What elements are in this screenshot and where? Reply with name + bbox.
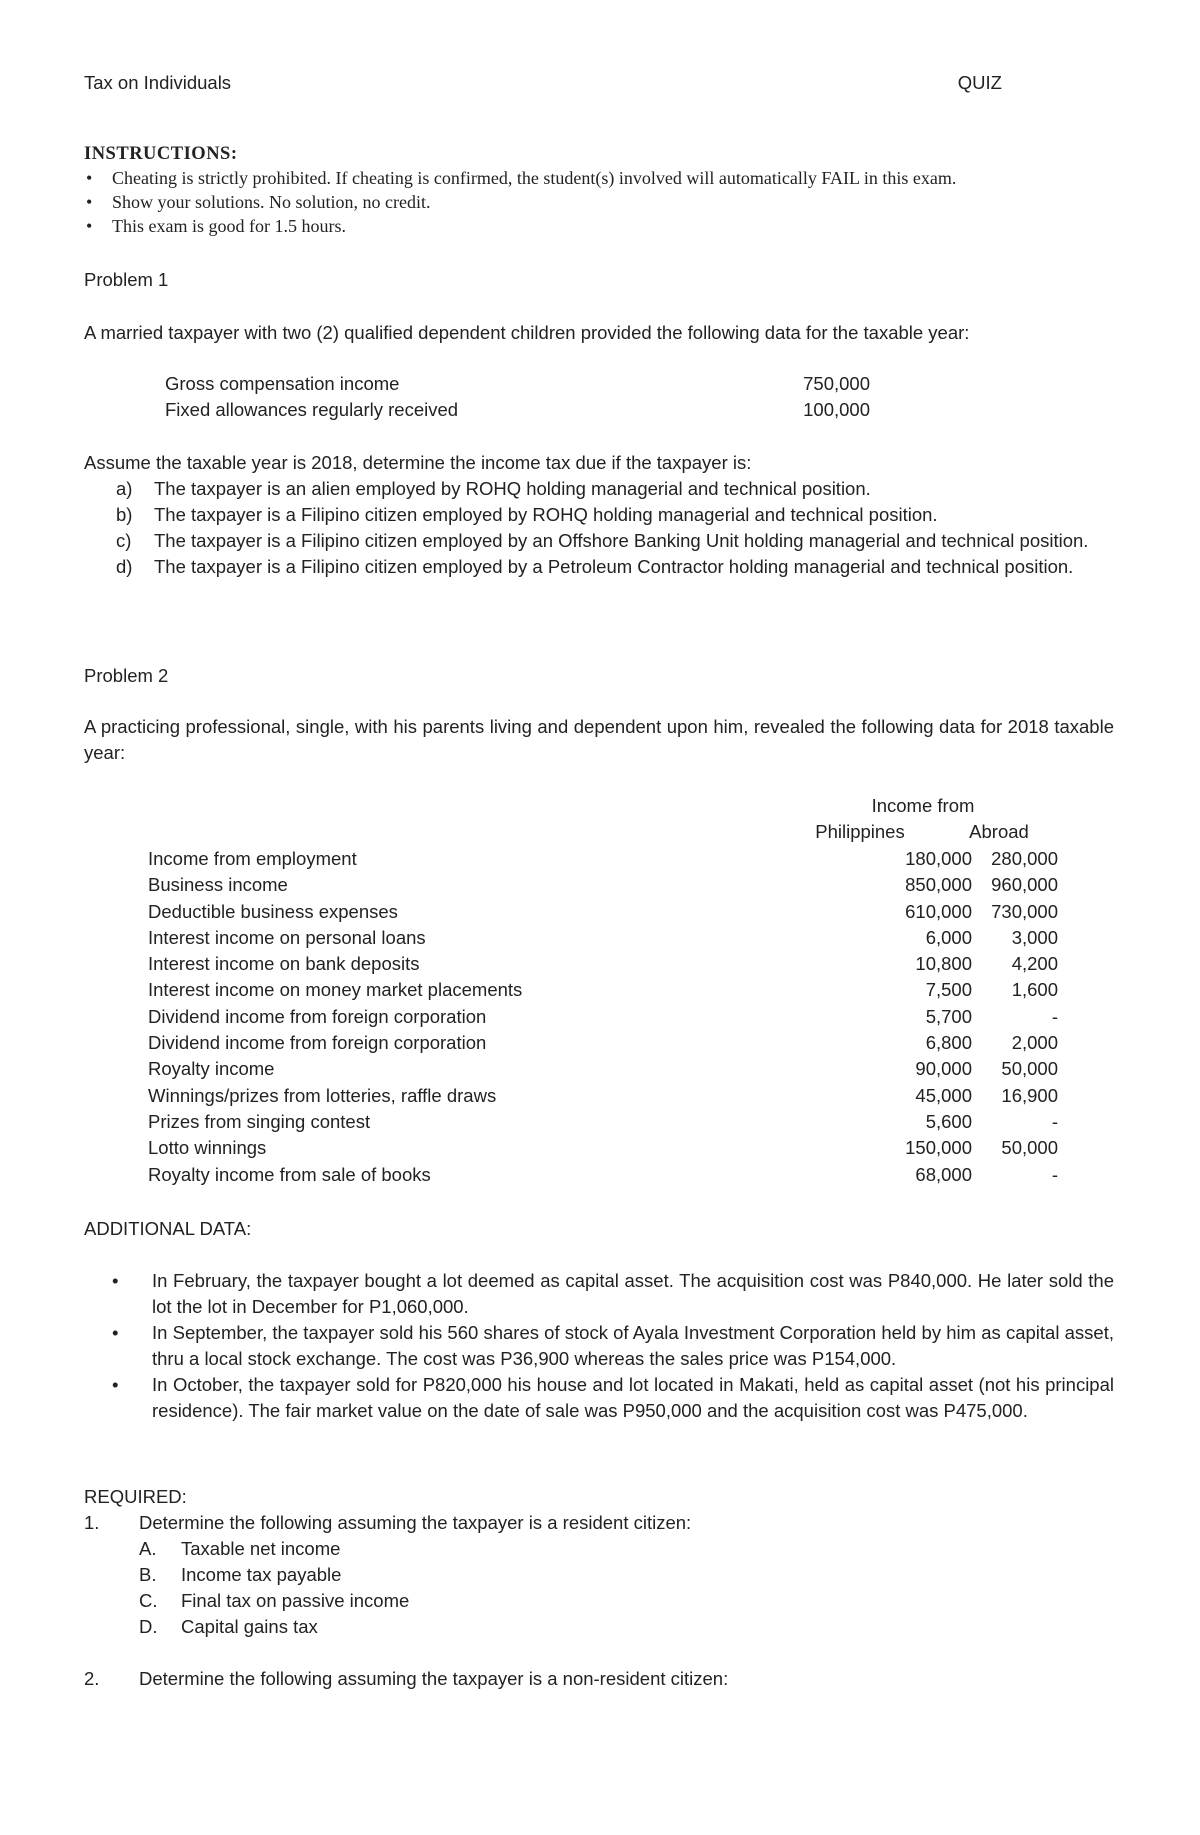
row-label: Winnings/prizes from lotteries, raffle draws bbox=[148, 1084, 497, 1106]
required-title: REQUIRED: bbox=[84, 1486, 187, 1507]
required-item bbox=[84, 1666, 728, 1692]
data-value: 100,000 bbox=[803, 399, 870, 420]
sub-text: Income tax payable bbox=[181, 1564, 342, 1585]
option-item bbox=[84, 476, 1114, 502]
required-number: 1. bbox=[84, 1512, 100, 1533]
row-label: Business income bbox=[148, 874, 288, 896]
problem1-question: Assume the taxable year is 2018, determine the income tax due if the taxpayer is: bbox=[84, 452, 752, 473]
table-row bbox=[148, 1109, 1058, 1135]
required-text: Determine the following assuming the taxpayer is a resident citizen: bbox=[139, 1512, 692, 1533]
row-philippines: 10,800 bbox=[915, 953, 972, 975]
problem1-options bbox=[84, 476, 1114, 580]
row-abroad: 50,000 bbox=[1001, 1137, 1058, 1159]
required-list bbox=[84, 1510, 728, 1692]
row-abroad: 960,000 bbox=[991, 874, 1058, 896]
instruction-item: • This exam is good for 1.5 hours. bbox=[84, 214, 956, 238]
option-text: The taxpayer is a Filipino citizen employed by a Petroleum Contractor holding managerial and technical position. bbox=[154, 556, 1074, 577]
row-label: Income from employment bbox=[148, 848, 357, 869]
additional-item: • In October, the taxpayer sold for P820,000 his house and lot located in Makati, held as capital asset (not his principal residence). The fair market value on the date of sale was P950,000 and the acquisition cost was P475,000. bbox=[112, 1372, 1114, 1424]
row-label: Dividend income from foreign corporation bbox=[148, 1005, 487, 1027]
row-philippines: 850,000 bbox=[905, 874, 972, 896]
data-label: Fixed allowances regularly received bbox=[165, 399, 459, 420]
row-philippines: 90,000 bbox=[915, 1058, 972, 1080]
option-letter: a) bbox=[116, 478, 133, 499]
row-abroad: 730,000 bbox=[991, 900, 1058, 922]
row-label: Prizes from singing contest bbox=[148, 1110, 371, 1132]
option-item bbox=[84, 528, 1114, 554]
additional-data-list bbox=[112, 1268, 1114, 1424]
table-row bbox=[148, 1056, 1058, 1082]
data-value: 750,000 bbox=[803, 373, 870, 394]
option-text: The taxpayer is an alien employed by ROHQ holding managerial and technical position. bbox=[154, 478, 871, 499]
row-philippines: 5,600 bbox=[925, 1110, 972, 1132]
sub-item bbox=[139, 1562, 728, 1588]
data-row bbox=[165, 371, 870, 397]
problem2-intro: A practicing professional, single, with his parents living and dependent upon him, revealed the following data for 2018 taxable year: bbox=[84, 716, 1114, 763]
row-philippines: 150,000 bbox=[905, 1137, 972, 1159]
table-row bbox=[148, 977, 1058, 1003]
sub-letter: D. bbox=[139, 1616, 158, 1637]
sub-letter: C. bbox=[139, 1590, 158, 1611]
row-label: Interest income on bank deposits bbox=[148, 953, 420, 975]
additional-item: • In February, the taxpayer bought a lot deemed as capital asset. The acquisition cost was P840,000. He later sold the lot the lot in December for P1,060,000. bbox=[112, 1268, 1114, 1320]
required-item bbox=[84, 1510, 728, 1640]
row-label: Dividend income from foreign corporation bbox=[148, 1032, 487, 1054]
sub-letter: B. bbox=[139, 1564, 157, 1585]
required-text: Determine the following assuming the taxpayer is a non-resident citizen: bbox=[139, 1668, 729, 1689]
table-row bbox=[148, 1083, 1058, 1109]
row-label: Deductible business expenses bbox=[148, 900, 398, 922]
option-letter: d) bbox=[116, 556, 133, 577]
option-item bbox=[84, 502, 1114, 528]
row-philippines: 610,000 bbox=[905, 900, 972, 922]
row-abroad: 4,200 bbox=[1011, 953, 1058, 975]
table-row bbox=[148, 1030, 1058, 1056]
instruction-item: • Cheating is strictly prohibited. If cheating is confirmed, the student(s) involved will automatically FAIL in this exam. bbox=[84, 166, 956, 190]
row-abroad: 50,000 bbox=[1001, 1058, 1058, 1080]
required-sub-list bbox=[139, 1536, 728, 1640]
row-abroad: 280,000 bbox=[991, 848, 1058, 869]
column-header-philippines: Philippines bbox=[815, 821, 905, 842]
row-abroad: 16,900 bbox=[1001, 1084, 1058, 1106]
header-quiz-label: QUIZ bbox=[957, 72, 1002, 93]
option-text: The taxpayer is a Filipino citizen employed by ROHQ holding managerial and technical position. bbox=[154, 504, 938, 525]
row-philippines: 180,000 bbox=[905, 848, 972, 869]
row-label: Interest income on money market placements bbox=[148, 979, 523, 1001]
table-row bbox=[148, 846, 1058, 872]
row-philippines: 6,000 bbox=[925, 926, 972, 948]
problem1-title: Problem 1 bbox=[84, 269, 169, 290]
option-text: The taxpayer is a Filipino citizen employed by an Offshore Banking Unit holding managerial and technical position. bbox=[154, 530, 1089, 551]
instructions-list bbox=[84, 166, 956, 238]
option-letter: b) bbox=[116, 504, 133, 525]
page-header bbox=[84, 70, 1002, 96]
table-row bbox=[148, 1162, 1058, 1188]
table-group-header: Income from bbox=[871, 795, 975, 816]
table-column-headers bbox=[800, 819, 1064, 845]
sub-item bbox=[139, 1588, 728, 1614]
income-table bbox=[148, 846, 1058, 1188]
data-label: Gross compensation income bbox=[165, 373, 400, 394]
table-row bbox=[148, 925, 1058, 951]
row-label: Lotto winnings bbox=[148, 1137, 267, 1159]
column-header-abroad: Abroad bbox=[969, 821, 1029, 842]
option-letter: c) bbox=[116, 530, 132, 551]
additional-item: • In September, the taxpayer sold his 560 shares of stock of Ayala Investment Corporation held by him as capital asset, thru a local stock exchange. The cost was P36,900 whereas the sales price was P154,000. bbox=[112, 1320, 1114, 1372]
instruction-item: • Show your solutions. No solution, no credit. bbox=[84, 190, 956, 214]
row-philippines: 7,500 bbox=[925, 979, 972, 1001]
row-philippines: 45,000 bbox=[915, 1084, 972, 1106]
row-abroad: - bbox=[1051, 1110, 1058, 1132]
row-philippines: 5,700 bbox=[925, 1005, 972, 1027]
sub-item bbox=[139, 1614, 728, 1640]
instructions-title: INSTRUCTIONS: bbox=[84, 144, 238, 164]
problem1-data bbox=[165, 371, 870, 423]
table-row bbox=[148, 1135, 1058, 1161]
required-number: 2. bbox=[84, 1668, 100, 1689]
row-abroad: 1,600 bbox=[1011, 979, 1058, 1001]
row-abroad: - bbox=[1051, 1163, 1058, 1185]
sub-letter: A. bbox=[139, 1538, 157, 1559]
header-subject: Tax on Individuals bbox=[84, 72, 232, 93]
row-label: Interest income on personal loans bbox=[148, 926, 426, 948]
table-row bbox=[148, 872, 1058, 898]
sub-text: Taxable net income bbox=[181, 1538, 341, 1559]
row-abroad: 3,000 bbox=[1011, 926, 1058, 948]
sub-text: Final tax on passive income bbox=[181, 1590, 410, 1611]
sub-text: Capital gains tax bbox=[181, 1616, 318, 1637]
row-philippines: 6,800 bbox=[925, 1032, 972, 1054]
sub-item bbox=[139, 1536, 728, 1562]
table-row bbox=[148, 1004, 1058, 1030]
row-philippines: 68,000 bbox=[915, 1163, 972, 1185]
table-row bbox=[148, 951, 1058, 977]
table-row bbox=[148, 899, 1058, 925]
row-label: Royalty income bbox=[148, 1058, 275, 1080]
problem2-title: Problem 2 bbox=[84, 665, 169, 686]
data-row bbox=[165, 397, 870, 423]
additional-data-title: ADDITIONAL DATA: bbox=[84, 1218, 252, 1239]
problem1-intro: A married taxpayer with two (2) qualified dependent children provided the following data for the taxable year: bbox=[84, 322, 970, 343]
row-abroad: - bbox=[1051, 1005, 1058, 1027]
option-item bbox=[84, 554, 1114, 580]
row-label: Royalty income from sale of books bbox=[148, 1163, 431, 1185]
row-abroad: 2,000 bbox=[1011, 1032, 1058, 1054]
